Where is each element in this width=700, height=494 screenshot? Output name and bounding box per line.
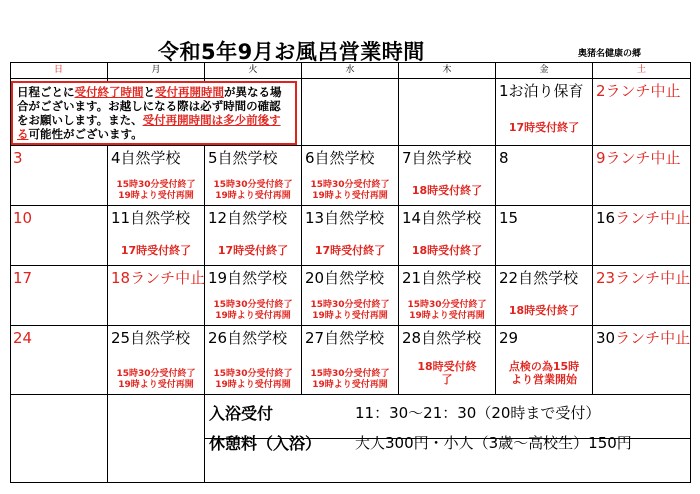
hours-note: 18時受付終了 bbox=[411, 244, 483, 257]
hours-note: 17時受付終了 bbox=[217, 244, 289, 257]
hours-note: 17時受付終了 bbox=[120, 244, 192, 257]
reception-label: 入浴受付 bbox=[209, 404, 274, 423]
hours-note: より営業開始 bbox=[511, 373, 577, 386]
date-number: 8 bbox=[499, 149, 509, 167]
date-cell-18 bbox=[108, 266, 205, 326]
date-cell-7 bbox=[399, 146, 496, 206]
hours-note: 17時受付終了 bbox=[314, 244, 386, 257]
hours-note: 15時30分受付終了 bbox=[407, 300, 487, 310]
notice-box bbox=[11, 81, 297, 145]
date-cell-28 bbox=[399, 326, 496, 395]
notice-text: 可能性がございます。 bbox=[28, 127, 143, 141]
calendar-cell bbox=[10, 395, 108, 483]
hours-note: 19時より受付再開 bbox=[312, 191, 388, 201]
date-number: 9 bbox=[596, 149, 606, 167]
date-cell-12 bbox=[205, 206, 302, 266]
fee-label: 休憩料（入浴） bbox=[209, 434, 322, 453]
date-number: 11 bbox=[111, 209, 131, 227]
notice-text: 日程ごとに bbox=[17, 85, 75, 99]
hours-note: 19時より受付再開 bbox=[215, 191, 291, 201]
hours-note: 15時30分受付終了 bbox=[213, 300, 293, 310]
event-label: 自然学校 bbox=[130, 209, 191, 227]
date-cell-16 bbox=[593, 206, 691, 266]
event-label: ランチ中止 bbox=[130, 269, 206, 287]
event-label: 自然学校 bbox=[411, 149, 472, 167]
notice-highlight: 受付再開時間は多少前後する bbox=[17, 113, 281, 141]
calendar-cell bbox=[399, 79, 496, 146]
hours-note: 18時受付終了 bbox=[508, 304, 580, 317]
date-cell-15 bbox=[496, 206, 593, 266]
date-number: 4 bbox=[111, 149, 121, 167]
hours-note: 18時受付終 bbox=[417, 360, 477, 373]
date-cell-29 bbox=[496, 326, 593, 395]
date-cell-6 bbox=[302, 146, 399, 206]
hours-note: 19時より受付再開 bbox=[118, 380, 194, 390]
event-label: 自然学校 bbox=[120, 149, 181, 167]
event-label: 自然学校 bbox=[314, 149, 375, 167]
date-number: 7 bbox=[402, 149, 412, 167]
event-label: 自然学校 bbox=[421, 269, 482, 287]
hours-note: 15時30分受付終了 bbox=[310, 300, 390, 310]
date-number: 13 bbox=[305, 209, 325, 227]
date-number: 29 bbox=[499, 329, 519, 347]
date-number: 14 bbox=[402, 209, 422, 227]
hours-note: 19時より受付再開 bbox=[409, 311, 485, 321]
hours-note: 19時より受付再開 bbox=[118, 191, 194, 201]
date-cell-13 bbox=[302, 206, 399, 266]
event-label: 自然学校 bbox=[324, 209, 385, 227]
event-label: 自然学校 bbox=[217, 149, 278, 167]
date-cell-19 bbox=[205, 266, 302, 326]
day-header-tue: 火 bbox=[205, 62, 302, 79]
notice-highlight: 受付終了時間 bbox=[74, 85, 144, 99]
page-title: 令和5年9月お風呂営業時間 bbox=[158, 40, 425, 64]
date-cell-2 bbox=[593, 79, 691, 146]
date-cell-21 bbox=[399, 266, 496, 326]
date-cell-25 bbox=[108, 326, 205, 395]
date-cell-8 bbox=[496, 146, 593, 206]
hours-note: 17時受付終了 bbox=[508, 121, 580, 134]
date-number: 30 bbox=[596, 329, 616, 347]
hours-note: 18時受付終了 bbox=[411, 184, 483, 197]
calendar-cell bbox=[108, 395, 205, 483]
event-label: 自然学校 bbox=[227, 209, 288, 227]
event-label: ランチ中止 bbox=[605, 82, 681, 100]
date-cell-30 bbox=[593, 326, 691, 395]
hours-note: 15時30分受付終了 bbox=[116, 180, 196, 190]
hours-note: 15時30分受付終了 bbox=[213, 180, 293, 190]
event-label: ランチ中止 bbox=[615, 209, 691, 227]
day-header-mon: 月 bbox=[108, 62, 205, 79]
event-label: 自然学校 bbox=[518, 269, 579, 287]
date-number: 28 bbox=[402, 329, 422, 347]
date-number: 23 bbox=[596, 269, 616, 287]
event-label: ランチ中止 bbox=[605, 149, 681, 167]
date-cell-1 bbox=[496, 79, 593, 146]
event-label: 自然学校 bbox=[324, 269, 385, 287]
hours-note: 19時より受付再開 bbox=[215, 311, 291, 321]
fee-value: 大人300円・小人（3歳～高校生）150円 bbox=[355, 434, 632, 452]
event-label: ランチ中止 bbox=[615, 329, 691, 347]
date-number: 15 bbox=[499, 209, 519, 227]
date-number: 19 bbox=[208, 269, 228, 287]
date-cell-26 bbox=[205, 326, 302, 395]
date-cell-4 bbox=[108, 146, 205, 206]
date-cell-14 bbox=[399, 206, 496, 266]
date-cell-9 bbox=[593, 146, 691, 206]
day-header-wed: 水 bbox=[302, 62, 399, 79]
hours-note: 15時30分受付終了 bbox=[310, 369, 390, 379]
date-number: 12 bbox=[208, 209, 228, 227]
date-number: 16 bbox=[596, 209, 616, 227]
date-number: 22 bbox=[499, 269, 519, 287]
notice-text: と bbox=[143, 85, 155, 99]
notice-text: が異なる場合がございます。お越しになる際は必ず時間の確認をお願いします。また、 bbox=[17, 85, 282, 127]
date-cell-24 bbox=[10, 326, 108, 395]
date-number: 20 bbox=[305, 269, 325, 287]
date-cell-10 bbox=[10, 206, 108, 266]
event-label: 自然学校 bbox=[421, 329, 482, 347]
reception-hours: 11：30～21：30（20時まで受付） bbox=[355, 404, 601, 422]
calendar-cell bbox=[302, 79, 399, 146]
event-label: 自然学校 bbox=[421, 209, 482, 227]
date-number: 18 bbox=[111, 269, 131, 287]
date-number: 24 bbox=[13, 329, 33, 347]
date-cell-22 bbox=[496, 266, 593, 326]
notice-highlight: 受付再開時間 bbox=[155, 85, 224, 99]
date-number: 6 bbox=[305, 149, 315, 167]
hours-note: 15時30分受付終了 bbox=[213, 369, 293, 379]
date-number: 25 bbox=[111, 329, 131, 347]
date-number: 1 bbox=[499, 82, 509, 100]
event-label: 自然学校 bbox=[227, 329, 288, 347]
event-label: 自然学校 bbox=[130, 329, 191, 347]
date-cell-23 bbox=[593, 266, 691, 326]
day-header-fri: 金 bbox=[496, 62, 593, 79]
date-number: 10 bbox=[13, 209, 33, 227]
event-label: お泊り保育 bbox=[508, 82, 584, 100]
date-cell-11 bbox=[108, 206, 205, 266]
day-header-sat: 土 bbox=[593, 62, 691, 79]
date-cell-5 bbox=[205, 146, 302, 206]
date-number: 5 bbox=[208, 149, 218, 167]
hours-note: 了 bbox=[441, 373, 453, 386]
date-cell-27 bbox=[302, 326, 399, 395]
day-header-thu: 木 bbox=[399, 62, 496, 79]
hours-note: 19時より受付再開 bbox=[312, 380, 388, 390]
hours-note: 15時30分受付終了 bbox=[310, 180, 390, 190]
date-cell-17 bbox=[10, 266, 108, 326]
date-cell-3 bbox=[10, 146, 108, 206]
date-number: 26 bbox=[208, 329, 228, 347]
date-cell-20 bbox=[302, 266, 399, 326]
hours-note: 19時より受付再開 bbox=[312, 311, 388, 321]
hours-note: 15時30分受付終了 bbox=[116, 369, 196, 379]
date-number: 27 bbox=[305, 329, 325, 347]
event-label: 自然学校 bbox=[227, 269, 288, 287]
hours-note: 19時より受付再開 bbox=[215, 380, 291, 390]
date-number: 3 bbox=[13, 149, 23, 167]
date-number: 2 bbox=[596, 82, 606, 100]
day-header-sun: 日 bbox=[10, 62, 108, 79]
date-number: 17 bbox=[13, 269, 33, 287]
hours-note: 点検の為15時 bbox=[508, 360, 580, 373]
date-number: 21 bbox=[402, 269, 422, 287]
event-label: ランチ中止 bbox=[615, 269, 691, 287]
facility-name: 奥猪名健康の郷 bbox=[578, 49, 642, 59]
event-label: 自然学校 bbox=[324, 329, 385, 347]
